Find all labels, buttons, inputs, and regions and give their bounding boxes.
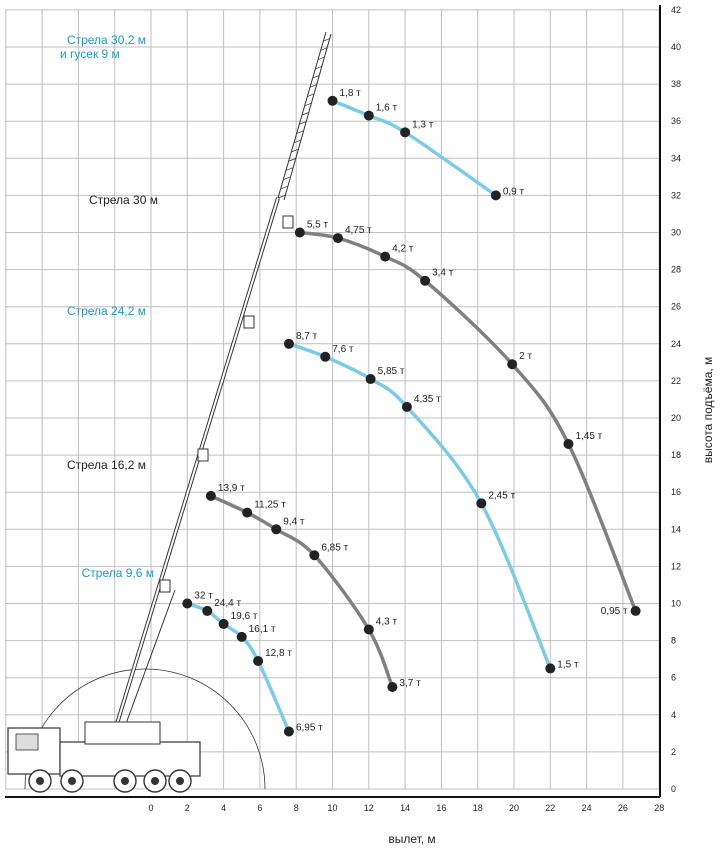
boom-cable [120, 590, 175, 740]
point-label: 24,4 т [214, 597, 242, 609]
y-tick-label: 12 [671, 561, 682, 572]
chart-grid [5, 10, 660, 789]
y-tick-label: 18 [671, 450, 682, 461]
point-label: 11,25 т [254, 499, 286, 511]
load-point [328, 96, 338, 106]
y-tick-label: 24 [671, 338, 682, 349]
crane-turret [85, 722, 160, 744]
boom-label: Стрела 16,2 м [66, 458, 146, 472]
load-curve [300, 233, 636, 611]
boom-label: Стрела 30 м [88, 193, 158, 207]
load-point [237, 632, 247, 642]
point-label: 4,75 т [344, 225, 372, 237]
y-tick-label: 14 [671, 524, 682, 535]
y-tick-label: 0 [671, 784, 677, 794]
load-point [507, 359, 517, 369]
y-tick-label: 34 [671, 153, 682, 164]
load-point [253, 656, 263, 666]
y-tick-label: 8 [671, 635, 677, 646]
x-tick-label: 24 [581, 803, 592, 813]
x-tick-label: 0 [148, 803, 154, 813]
hook-block [283, 216, 293, 228]
load-point [476, 498, 486, 508]
point-label: 13,9 т [217, 482, 245, 494]
hook-block [244, 316, 254, 328]
x-tick-label: 18 [472, 803, 483, 813]
load-curve [333, 101, 496, 196]
wheel-hub [68, 777, 76, 785]
boom-label: Стрела 9,6 м [81, 566, 154, 580]
y-tick-label: 22 [671, 375, 682, 386]
load-point [380, 252, 390, 262]
load-point [242, 508, 252, 518]
wheel-hub [151, 777, 159, 785]
point-label: 0,95 т [600, 605, 628, 617]
y-tick-label: 38 [671, 79, 682, 90]
x-tick-label: 10 [327, 803, 338, 813]
load-point [420, 276, 430, 286]
x-tick-label: 22 [545, 803, 556, 813]
point-label: 16,1 т [248, 623, 276, 635]
load-point [333, 233, 343, 243]
load-point [545, 663, 555, 673]
x-tick-label: 14 [400, 803, 411, 813]
x-tick-label: 26 [617, 803, 628, 813]
y-tick-label: 4 [671, 709, 677, 720]
y-tick-label: 30 [671, 227, 682, 238]
y-tick-labels [671, 5, 681, 794]
load-point [631, 606, 641, 616]
point-label: 4,3 т [375, 616, 398, 628]
jib-right [284, 34, 331, 200]
point-label: 0,9 т [502, 186, 525, 198]
y-tick-label: 6 [671, 672, 677, 683]
y-tick-label: 42 [671, 4, 682, 15]
y-tick-label: 40 [671, 42, 682, 52]
y-tick-label: 26 [671, 301, 682, 312]
load-point [366, 374, 376, 384]
wheel-hub [36, 777, 44, 785]
boom-label: Стрела 30,2 м [66, 33, 146, 47]
hook-block [160, 580, 170, 592]
x-tick-label: 12 [363, 803, 374, 813]
load-curve [187, 604, 289, 732]
point-label: 5,85 т [377, 366, 405, 378]
point-label: 1,8 т [339, 87, 361, 99]
load-point [271, 524, 281, 534]
x-tick-label: 2 [184, 803, 190, 813]
x-tick-label: 4 [221, 803, 227, 813]
point-label: 2,45 т [488, 490, 516, 502]
wheel-hub [121, 777, 129, 785]
point-label: 3,7 т [399, 677, 421, 689]
point-label: 32 т [194, 590, 213, 602]
y-tick-label: 2 [671, 746, 677, 757]
y-tick-label: 36 [671, 116, 682, 127]
load-point [400, 127, 410, 137]
x-tick-label: 20 [508, 803, 520, 813]
y-tick-label: 10 [671, 598, 682, 609]
point-label: 2 т [519, 351, 533, 363]
y-tick-label: 32 [671, 190, 682, 201]
point-label: 1,5 т [557, 659, 579, 671]
point-label: 7,6 т [332, 343, 354, 355]
load-curve [289, 344, 550, 669]
point-label: 3,4 т [432, 267, 454, 279]
x-axis-title: вылет, м [388, 832, 436, 846]
point-label: 9,4 т [283, 516, 305, 528]
load-point [309, 550, 319, 560]
load-point [202, 606, 212, 616]
point-label: 1,45 т [575, 430, 603, 442]
point-label: 19,6 т [230, 610, 258, 622]
point-label: 4,35 т [413, 393, 441, 405]
x-tick-label: 6 [257, 803, 263, 813]
point-label: 8,7 т [295, 330, 318, 342]
point-label: 12,8 т [265, 648, 292, 660]
boom-labels [60, 33, 158, 580]
x-tick-labels [148, 803, 664, 813]
load-point [364, 111, 374, 121]
y-tick-label: 16 [671, 487, 682, 498]
point-label: 1,3 т [412, 119, 434, 131]
point-label: 6,85 т [321, 542, 349, 554]
point-label: 4,2 т [392, 243, 414, 255]
x-tick-label: 8 [293, 803, 299, 813]
load-point [387, 682, 397, 692]
y-tick-label: 28 [671, 264, 682, 275]
point-label: 1,6 т [375, 102, 398, 114]
boom-label: Стрела 24,2 м [66, 304, 146, 318]
wheel-hub [176, 777, 184, 785]
x-tick-label: 28 [654, 803, 665, 813]
load-point [219, 619, 229, 629]
hook-block [198, 449, 208, 461]
load-point [402, 402, 412, 412]
boom-label-line2: и гусек 9 м [60, 47, 120, 61]
load-point [284, 339, 294, 349]
load-point [206, 491, 216, 501]
load-point [284, 726, 294, 736]
load-point [320, 352, 330, 362]
load-point [295, 228, 305, 238]
point-label: 5,5 т [306, 219, 329, 231]
cab-window [16, 734, 38, 750]
y-axis-title: высота подъёма, м [701, 356, 715, 464]
y-tick-label: 20 [671, 413, 682, 423]
load-point [364, 624, 374, 634]
point-label: 6,95 т [295, 722, 323, 734]
load-point [491, 190, 501, 200]
load-point [563, 439, 573, 449]
x-tick-label: 16 [436, 803, 447, 813]
load-point [182, 599, 192, 609]
